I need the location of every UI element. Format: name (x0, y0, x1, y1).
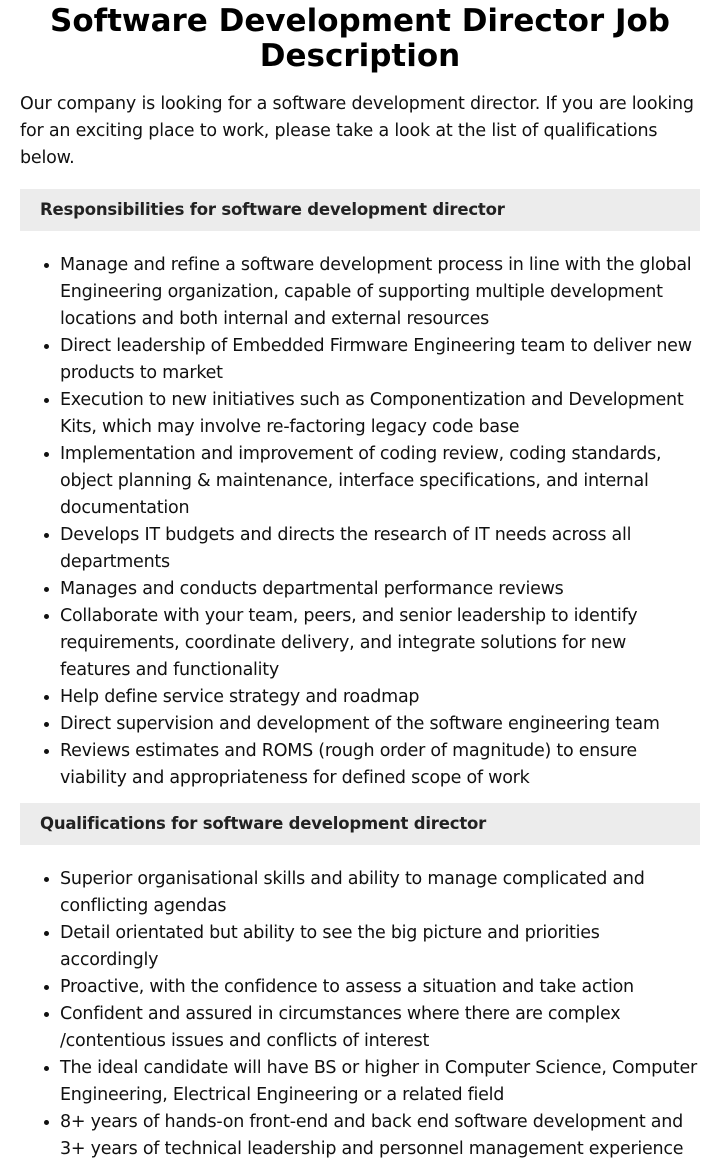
responsibilities-heading: Responsibilities for software development director (20, 189, 700, 231)
list-item: • Manage and refine a software development process in line with the global Engineering organization, capable of supporting multiple development locations and both internal and external resources (60, 252, 700, 333)
responsibilities-list (20, 252, 700, 792)
list-item: • Implementation and improvement of coding review, coding standards, object planning & maintenance, interface specifications, and internal documentation (60, 441, 700, 522)
list-item: • 8+ years of hands-on front-end and back end software development and 3+ years of technical leadership and personnel management experience (60, 1109, 700, 1163)
qualifications-list (20, 866, 700, 1163)
list-item: • Detail orientated but ability to see the big picture and priorities accordingly (60, 920, 700, 974)
list-item: • The ideal candidate will have BS or higher in Computer Science, Computer Engineering, Electrical Engineering or a related field (60, 1055, 700, 1109)
page-title: Software Development Director Job Description (50, 3, 670, 74)
list-item: • Develops IT budgets and directs the research of IT needs across all departments (60, 522, 700, 576)
list-item: • Confident and assured in circumstances where there are complex /contentious issues and conflicts of interest (60, 1001, 700, 1055)
qualifications-heading: Qualifications for software development director (20, 803, 700, 845)
list-item: • Help define service strategy and roadmap (60, 684, 700, 711)
list-item: • Superior organisational skills and ability to manage complicated and conflicting agendas (60, 866, 700, 920)
list-item: • Reviews estimates and ROMS (rough order of magnitude) to ensure viability and appropriateness for defined scope of work (60, 738, 700, 792)
list-item: • Execution to new initiatives such as Componentization and Development Kits, which may involve re-factoring legacy code base (60, 387, 700, 441)
list-item: • Proactive, with the confidence to assess a situation and take action (60, 974, 700, 1001)
list-item: • Manages and conducts departmental performance reviews (60, 576, 700, 603)
list-item: • Direct leadership of Embedded Firmware Engineering team to deliver new products to market (60, 333, 700, 387)
list-item: • Collaborate with your team, peers, and senior leadership to identify requirements, coordinate delivery, and integrate solutions for new features and functionality (60, 603, 700, 684)
list-item: • Direct supervision and development of the software engineering team (60, 711, 700, 738)
intro-paragraph: Our company is looking for a software development director. If you are looking for an exciting place to work, please take a look at the list of qualifications below. (20, 94, 694, 168)
